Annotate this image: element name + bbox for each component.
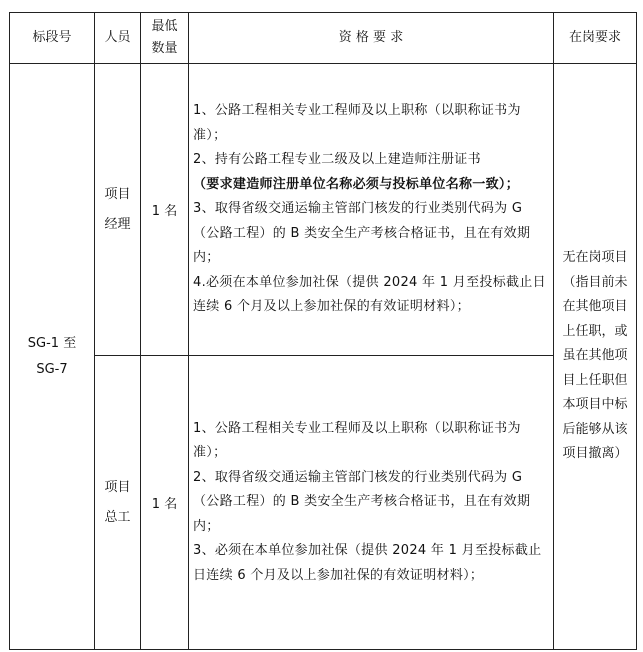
header-onsite: 在岗要求 [554,13,637,64]
table-row [10,356,637,650]
qualification-item: 3、取得省级交通运输主管部门核发的行业类别代码为 G（公路工程）的 B 类安全生产考核合格证书，且在有效期内； [193,201,531,266]
role-line1: 项目 [104,479,131,495]
section-line1: SG-1 至 [27,335,77,351]
qualification-item: 1、公路工程相关专业工程师及以上职称（以职称证书为准）； [193,103,521,143]
header-row [10,13,637,64]
qualification-item: 4.必须在本单位参加社保（提供 2024 年 1 月至投标截止日连续 6 个月及以上参加社保的有效证明材料）； [193,274,546,315]
header-personnel: 人员 [95,13,141,64]
header-min-count-line1: 最低 [151,19,178,34]
role-line2: 总工 [104,509,131,525]
header-min-count [141,13,189,64]
section-line2: SG-7 [36,361,68,377]
qualification-cell [189,64,554,356]
qualification-item-emphasis: （要求建造师注册单位名称必须与投标单位名称一致）； [193,176,520,192]
count-cell: 1 名 [141,64,189,356]
qualification-item: 2、取得省级交通运输主管部门核发的行业类别代码为 G（公路工程）的 B 类安全生产考核合格证书，且在有效期内； [193,469,531,534]
role-cell [95,356,141,650]
role-line2: 经理 [104,216,131,232]
count-cell: 1 名 [141,356,189,650]
onsite-note-cell: 无在岗项目（指目前未在其他项目上任职，或虽在其他项目上任职但本项目中标后能够从该项目撤离） [554,64,637,650]
qualification-cell [189,356,554,650]
role-line1: 项目 [104,186,131,202]
header-section-no: 标段号 [10,13,95,64]
header-qualification: 资 格 要 求 [189,13,554,64]
header-min-count-line2: 数量 [151,41,178,56]
qualification-item: 2、持有公路工程专业二级及以上建造师注册证书 [193,152,481,168]
qualification-item: 1、公路工程相关专业工程师及以上职称（以职称证书为准）； [193,420,521,461]
role-cell [95,64,141,356]
qualification-item: 3、必须在本单位参加社保（提供 2024 年 1 月至投标截止日连续 6 个月及以上参加社保的有效证明材料）； [193,543,542,583]
table-row [10,64,637,356]
section-cell [10,64,95,650]
qualification-table [9,12,637,650]
